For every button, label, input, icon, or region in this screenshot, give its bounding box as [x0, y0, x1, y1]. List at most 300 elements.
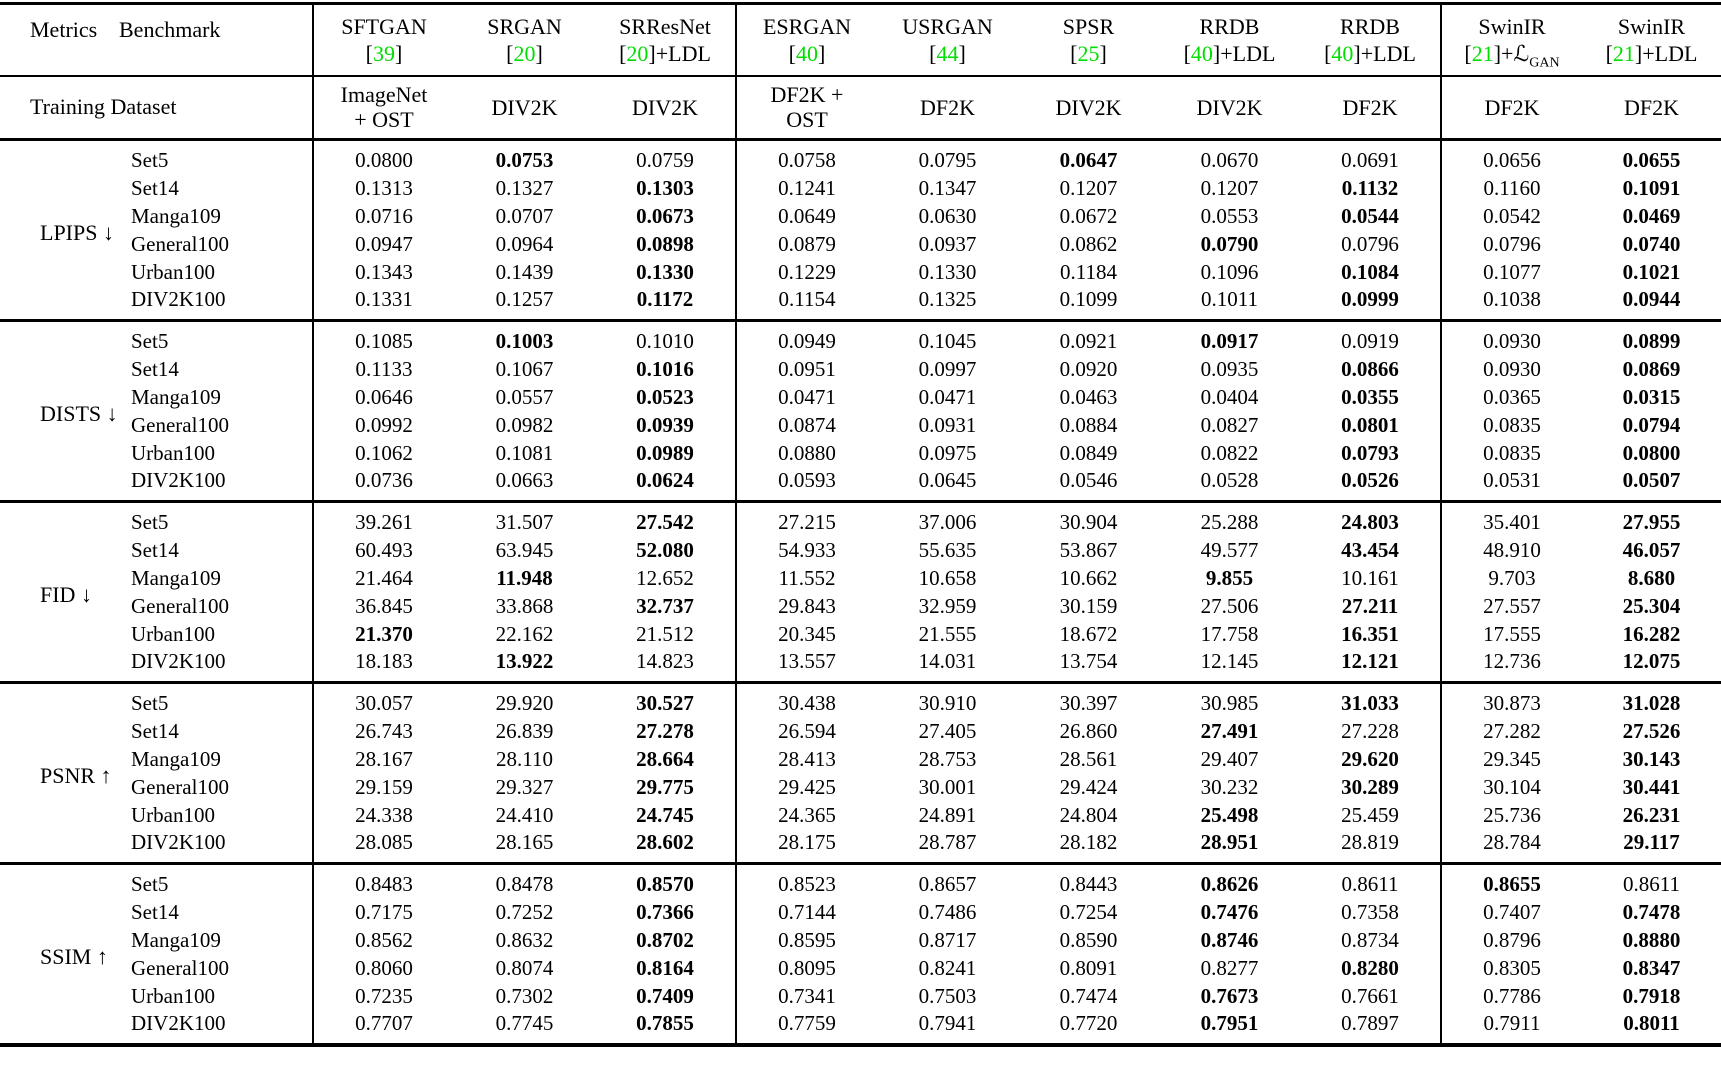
method-header-swinir-9: [1582, 4, 1721, 76]
value-cell: 54.933: [736, 536, 877, 564]
value-cell: 0.7759: [736, 1010, 877, 1045]
value-cell: 17.555: [1441, 620, 1582, 648]
value-cell: 0.0880: [736, 439, 877, 467]
value-cell: 0.0949: [736, 321, 877, 356]
method-header-sftgan-0: [313, 4, 454, 76]
metric-label-dists: DISTS ↓: [40, 401, 118, 426]
value-cell: 0.0646: [313, 383, 454, 411]
value-cell-best: 0.0800: [1622, 440, 1681, 465]
value-cell: 12.652: [636, 565, 694, 590]
table-row: [0, 620, 1721, 648]
benchmark-name: Manga109: [131, 746, 221, 771]
method-header-esrgan-3: [736, 4, 877, 76]
value-cell-best: 0.7476: [1200, 899, 1259, 924]
value-cell: 0.0649: [736, 202, 877, 230]
value-cell: 0.0672: [1059, 203, 1118, 228]
value-cell: 0.1011: [1201, 287, 1258, 311]
training-dataset-line: ImageNet: [340, 82, 428, 108]
value-cell-best: 27.955: [1622, 510, 1681, 534]
value-cell: 0.0630: [918, 203, 977, 228]
value-cell: 0.1081: [495, 440, 554, 465]
benchmark-name: Set5: [131, 872, 169, 896]
value-cell: 0.1160: [1441, 174, 1582, 202]
citation-ref[interactable]: 21: [1471, 40, 1494, 66]
benchmark-name: Set14: [131, 537, 179, 562]
value-cell-best: 0.0355: [1341, 384, 1399, 409]
method-citation-line: [40]+LDL: [1324, 40, 1416, 66]
value-cell: 39.261: [313, 502, 454, 537]
metric-block-fid: [0, 502, 1721, 683]
metric-block-psnr: [0, 683, 1721, 864]
value-cell: 0.0663: [495, 468, 554, 492]
table-row: [0, 140, 1721, 175]
suffix-subscript: GAN: [1529, 55, 1560, 71]
citation-ref[interactable]: 21: [1612, 40, 1635, 66]
value-cell: 0.0884: [1059, 412, 1118, 437]
method-citation-line: [40]+LDL: [1183, 40, 1276, 66]
method-header-swinir-8: [1441, 4, 1582, 76]
method-name: RRDB: [1340, 13, 1400, 39]
method-name: SwinIR: [1478, 13, 1546, 39]
method-header-row: [0, 4, 1721, 76]
training-dataset-line: DIV2K: [1055, 94, 1122, 120]
value-cell-best: 0.1132: [1341, 175, 1399, 200]
value-cell-best: 27.491: [1200, 718, 1259, 743]
training-dataset-cell: [1441, 76, 1582, 140]
citation-ref[interactable]: 20: [626, 40, 649, 66]
value-cell: 0.0471: [918, 384, 977, 409]
value-cell: 0.0951: [736, 355, 877, 383]
value-cell: 27.506: [1200, 593, 1259, 618]
value-cell: 33.868: [495, 593, 554, 618]
value-cell-best: 16.282: [1622, 621, 1681, 646]
value-cell: 28.787: [918, 830, 977, 854]
value-cell-best: 28.951: [1200, 830, 1259, 854]
value-cell: 0.0920: [1059, 356, 1118, 381]
value-cell: 0.7358: [1341, 899, 1399, 924]
value-cell-best: 0.0939: [636, 412, 694, 437]
training-dataset-label: Training Dataset: [30, 94, 177, 120]
value-cell-best: 11.948: [496, 565, 553, 590]
value-cell-best: 0.7918: [1622, 983, 1681, 1008]
value-cell-best: 0.0989: [636, 440, 694, 465]
value-cell: 0.8717: [918, 927, 977, 952]
value-cell-best: 0.1091: [1622, 175, 1681, 200]
table-row: [0, 502, 1721, 537]
value-cell-best: 13.922: [495, 649, 554, 673]
table-row: [0, 202, 1721, 230]
value-cell: 0.0463: [1059, 384, 1118, 409]
value-cell: 0.1241: [736, 174, 877, 202]
value-cell: 0.0835: [1441, 439, 1582, 467]
training-dataset-row: [0, 76, 1721, 140]
value-cell-best: 0.1330: [636, 259, 694, 284]
value-cell: 0.0553: [1200, 203, 1259, 228]
table-row: [0, 564, 1721, 592]
value-cell-best: 0.0647: [1059, 148, 1118, 172]
value-cell: 0.0849: [1059, 440, 1118, 465]
value-cell: 0.1010: [636, 329, 694, 353]
table-row: [0, 258, 1721, 286]
value-cell: 0.0975: [918, 440, 977, 465]
value-cell-best: 0.1021: [1622, 259, 1681, 284]
citation-ref[interactable]: 40: [796, 40, 818, 66]
table-row: [0, 954, 1721, 982]
metric-block-dists: [0, 321, 1721, 502]
method-name: RRDB: [1199, 13, 1260, 39]
method-header-srgan-1: [454, 4, 595, 76]
benchmark-name: Urban100: [131, 259, 215, 284]
value-cell: 28.413: [736, 745, 877, 773]
value-cell: 0.8443: [1059, 872, 1118, 896]
value-cell: 26.594: [736, 717, 877, 745]
value-cell: 0.0874: [736, 411, 877, 439]
value-cell-best: 0.7478: [1622, 899, 1681, 924]
value-cell: 0.8091: [1059, 955, 1118, 980]
value-cell: 29.425: [736, 773, 877, 801]
training-dataset-cell: [736, 76, 877, 140]
value-cell-best: 52.080: [636, 537, 694, 562]
value-cell: 0.1343: [313, 258, 454, 286]
table-row: [0, 439, 1721, 467]
value-cell: 0.0759: [636, 148, 694, 172]
value-cell-best: 0.0801: [1341, 412, 1399, 437]
value-cell-best: 25.498: [1200, 802, 1259, 827]
citation-ref[interactable]: 40: [1331, 40, 1354, 66]
value-cell-best: 0.0793: [1341, 440, 1399, 465]
benchmark-name: Manga109: [131, 927, 221, 952]
value-cell-best: 0.0899: [1622, 329, 1681, 353]
value-cell: 28.784: [1441, 829, 1582, 864]
value-cell: 0.7486: [918, 899, 977, 924]
value-cell: 28.165: [495, 830, 554, 854]
benchmark-name: Set5: [131, 329, 169, 353]
value-cell: 0.0921: [1059, 329, 1118, 353]
value-cell: 0.7175: [313, 898, 454, 926]
value-cell: 0.0542: [1441, 202, 1582, 230]
benchmark-name: General100: [131, 774, 229, 799]
table-row: [0, 926, 1721, 954]
value-cell-best: 31.033: [1341, 691, 1399, 715]
value-cell-best: 8.680: [1627, 565, 1676, 590]
method-name: SPSR: [1062, 13, 1115, 39]
value-cell-best: 0.0790: [1200, 231, 1259, 256]
value-cell-best: 27.211: [1341, 593, 1399, 618]
value-cell-best: 0.0869: [1622, 356, 1681, 381]
value-cell: 0.0937: [918, 231, 977, 256]
method-citation-line: [44]: [929, 40, 966, 66]
training-dataset-line: DF2K: [919, 94, 975, 120]
value-cell-best: 0.8280: [1341, 955, 1399, 980]
table-row: [0, 536, 1721, 564]
value-cell-best: 0.7951: [1200, 1011, 1259, 1035]
value-cell: 0.8611: [1623, 872, 1680, 896]
method-citation-line: [25]: [1070, 40, 1107, 66]
value-cell-best: 0.0673: [636, 203, 694, 228]
value-cell-best: 0.8655: [1441, 864, 1582, 899]
value-cell: 26.743: [313, 717, 454, 745]
value-cell: 0.1077: [1441, 258, 1582, 286]
value-cell: 29.159: [313, 773, 454, 801]
benchmark-name: Set5: [131, 148, 169, 172]
training-dataset-line: DF2K: [1623, 94, 1679, 120]
training-dataset-line: DF2K: [1484, 94, 1540, 120]
value-cell-best: 21.370: [313, 620, 454, 648]
value-cell: 21.512: [636, 621, 694, 646]
value-cell-best: 0.0315: [1622, 384, 1681, 409]
metrics-column-header: Metrics: [30, 17, 98, 42]
value-cell-best: 0.1172: [636, 287, 694, 311]
value-cell: 0.0931: [918, 412, 977, 437]
value-cell: 27.282: [1441, 717, 1582, 745]
value-cell: 0.0862: [1059, 231, 1118, 256]
value-cell: 0.1331: [313, 286, 454, 321]
value-cell: 0.8590: [1059, 927, 1118, 952]
value-cell: 0.1085: [313, 321, 454, 356]
value-cell: 30.985: [1200, 691, 1259, 715]
value-cell: 0.1154: [736, 286, 877, 321]
table-row: [0, 355, 1721, 383]
value-cell-best: 9.855: [1205, 565, 1254, 590]
training-dataset-cell: [1582, 76, 1721, 140]
citation-ref[interactable]: 20: [513, 40, 536, 66]
value-cell: 14.031: [918, 649, 977, 673]
value-cell: 22.162: [495, 621, 554, 646]
value-cell: 29.345: [1441, 745, 1582, 773]
value-cell: 0.0546: [1059, 468, 1118, 492]
value-cell: 28.085: [313, 829, 454, 864]
value-cell: 27.405: [918, 718, 977, 743]
value-cell-best: 0.0740: [1622, 231, 1681, 256]
value-cell-best: 0.8702: [636, 927, 694, 952]
benchmark-name: DIV2K100: [131, 287, 226, 311]
value-cell: 0.7720: [1059, 1011, 1118, 1035]
value-cell: 0.7911: [1441, 1010, 1582, 1045]
training-dataset-line: DIV2K: [1196, 94, 1263, 120]
value-cell-best: 12.121: [1341, 649, 1399, 673]
value-cell: 0.0593: [736, 467, 877, 502]
metric-label-fid: FID ↓: [40, 582, 92, 607]
value-cell-best: 0.7366: [636, 899, 694, 924]
value-cell-best: 0.0944: [1622, 287, 1681, 311]
value-cell-best: 0.7855: [636, 1011, 694, 1035]
value-cell: 30.057: [313, 683, 454, 718]
value-cell: 0.1062: [313, 439, 454, 467]
value-cell: 0.8478: [495, 872, 554, 896]
citation-ref[interactable]: 44: [936, 40, 959, 66]
value-cell: 0.7786: [1441, 982, 1582, 1010]
value-cell: 13.754: [1059, 649, 1118, 673]
benchmark-name: Set5: [131, 691, 169, 715]
value-cell: 27.557: [1441, 592, 1582, 620]
citation-ref[interactable]: 39: [373, 40, 395, 66]
value-cell: 14.823: [636, 649, 694, 673]
method-name: USRGAN: [902, 13, 993, 39]
benchmark-name: Set5: [131, 510, 169, 534]
value-cell: 0.0557: [495, 384, 554, 409]
value-cell: 0.0707: [495, 203, 554, 228]
value-cell-best: 0.0469: [1622, 203, 1681, 228]
value-cell: 0.8523: [736, 864, 877, 899]
value-cell-best: 0.0655: [1622, 148, 1681, 172]
value-cell: 0.7474: [1059, 983, 1118, 1008]
value-cell: 0.7707: [313, 1010, 454, 1045]
value-cell: 0.8562: [313, 926, 454, 954]
benchmark-name: General100: [131, 412, 229, 437]
value-cell: 30.438: [736, 683, 877, 718]
value-cell: 0.7144: [736, 898, 877, 926]
table-row: [0, 592, 1721, 620]
method-header-rrdb-6: [1159, 4, 1300, 76]
value-cell: 28.819: [1341, 830, 1399, 854]
value-cell: 0.0404: [1200, 384, 1259, 409]
value-cell: 11.552: [736, 564, 877, 592]
training-dataset-cell: [877, 76, 1018, 140]
table-row: [0, 321, 1721, 356]
value-cell: 32.959: [918, 593, 977, 618]
table-row: [0, 801, 1721, 829]
value-cell: 30.001: [918, 774, 977, 799]
value-cell: 0.0691: [1341, 148, 1399, 172]
value-cell: 0.0822: [1200, 440, 1259, 465]
value-cell-best: 0.8347: [1622, 955, 1681, 980]
method-citation-line: [20]: [506, 40, 543, 66]
value-cell: 0.0795: [918, 148, 977, 172]
training-dataset-cell: [313, 76, 454, 140]
value-cell: 27.215: [736, 502, 877, 537]
value-cell: 24.338: [313, 801, 454, 829]
table-row: [0, 717, 1721, 745]
value-cell-best: 0.8626: [1200, 872, 1259, 896]
value-cell-best: 29.620: [1341, 746, 1399, 771]
value-cell: 0.0964: [495, 231, 554, 256]
value-cell-best: 25.304: [1622, 593, 1681, 618]
value-cell-best: 24.803: [1341, 510, 1399, 534]
value-cell: 53.867: [1059, 537, 1118, 562]
value-cell-best: 0.8011: [1623, 1011, 1680, 1035]
benchmark-name: DIV2K100: [131, 649, 226, 673]
value-cell: 0.0736: [313, 467, 454, 502]
value-cell: 0.7897: [1341, 1011, 1399, 1035]
citation-ref[interactable]: 40: [1190, 40, 1213, 66]
value-cell: 0.0656: [1441, 140, 1582, 175]
benchmark-name: Manga109: [131, 384, 221, 409]
value-cell: 48.910: [1441, 536, 1582, 564]
value-cell: 29.920: [495, 691, 554, 715]
value-cell: 0.7941: [918, 1011, 977, 1035]
training-dataset-line: DIV2K: [632, 94, 698, 120]
value-cell: 0.8657: [918, 872, 977, 896]
value-cell-best: 31.028: [1622, 691, 1681, 715]
value-cell: 35.401: [1441, 502, 1582, 537]
value-cell-best: 0.1303: [636, 175, 694, 200]
value-cell: 27.228: [1341, 718, 1399, 743]
value-cell-best: 0.0624: [636, 468, 694, 492]
benchmark-name: Set14: [131, 718, 179, 743]
table-row: [0, 648, 1721, 683]
value-cell: 0.1133: [313, 355, 454, 383]
value-cell: 0.0947: [313, 230, 454, 258]
value-cell-best: 28.664: [636, 746, 694, 771]
citation-ref[interactable]: 25: [1077, 40, 1100, 66]
value-cell: 25.459: [1341, 802, 1399, 827]
training-dataset-line: DIV2K: [491, 94, 558, 120]
value-cell: 21.464: [313, 564, 454, 592]
value-cell: 0.0796: [1341, 231, 1399, 256]
value-cell-best: 0.8570: [636, 872, 694, 896]
benchmark-name: Urban100: [131, 802, 215, 827]
value-cell: 0.0835: [1441, 411, 1582, 439]
value-cell-best: 30.527: [636, 691, 694, 715]
value-cell-best: 30.289: [1341, 774, 1399, 799]
value-cell: 29.424: [1059, 774, 1118, 799]
benchmark-name: DIV2K100: [131, 468, 226, 492]
training-dataset-cell: [1300, 76, 1441, 140]
benchmark-name: DIV2K100: [131, 1011, 226, 1035]
value-cell: 0.0645: [918, 468, 977, 492]
value-cell: 24.365: [736, 801, 877, 829]
method-name: SFTGAN: [341, 13, 427, 39]
value-cell-best: 0.0753: [495, 148, 554, 172]
value-cell: 0.7407: [1441, 898, 1582, 926]
value-cell-best: 0.8746: [1200, 927, 1259, 952]
value-cell-best: 27.542: [636, 510, 694, 534]
table-row: [0, 467, 1721, 502]
value-cell: 18.672: [1059, 621, 1118, 646]
value-cell: 31.507: [495, 510, 554, 534]
value-cell: 36.845: [313, 592, 454, 620]
benchmark-name: General100: [131, 593, 229, 618]
value-cell-best: 0.0794: [1622, 412, 1681, 437]
value-cell-best: 27.278: [636, 718, 694, 743]
value-cell: 13.557: [736, 648, 877, 683]
value-cell: 0.0471: [736, 383, 877, 411]
metric-block-ssim: [0, 864, 1721, 1046]
value-cell: 28.753: [918, 746, 977, 771]
value-cell: 24.891: [918, 802, 977, 827]
value-cell-best: 0.0507: [1622, 468, 1681, 492]
table-row: [0, 411, 1721, 439]
method-header-usrgan-4: [877, 4, 1018, 76]
benchmark-name: Set14: [131, 899, 179, 924]
training-dataset-line: + OST: [354, 107, 414, 133]
value-cell: 0.8241: [918, 955, 977, 980]
value-cell: 0.8095: [736, 954, 877, 982]
table-row: [0, 745, 1721, 773]
value-cell-best: 0.0898: [636, 231, 694, 256]
benchmark-name: General100: [131, 955, 229, 980]
value-cell: 0.1184: [1060, 259, 1117, 284]
value-cell: 0.8611: [1341, 872, 1399, 896]
value-cell: 0.0716: [313, 202, 454, 230]
value-cell-best: 29.117: [1623, 830, 1680, 854]
value-cell: 29.407: [1200, 746, 1259, 771]
value-cell: 18.183: [313, 648, 454, 683]
training-dataset-line: DF2K: [1342, 94, 1398, 120]
value-cell: 0.1229: [736, 258, 877, 286]
value-cell: 0.8277: [1200, 955, 1259, 980]
method-name: SRResNet: [619, 13, 711, 39]
benchmark-name: Manga109: [131, 203, 221, 228]
value-cell-best: 0.7409: [636, 983, 694, 1008]
method-header-spsr-5: [1018, 4, 1159, 76]
value-cell: 26.860: [1059, 718, 1118, 743]
value-cell: 29.327: [495, 774, 554, 799]
value-cell: 30.910: [918, 691, 977, 715]
value-cell: 0.7302: [495, 983, 554, 1008]
value-cell-best: 12.075: [1622, 649, 1681, 673]
value-cell: 28.167: [313, 745, 454, 773]
